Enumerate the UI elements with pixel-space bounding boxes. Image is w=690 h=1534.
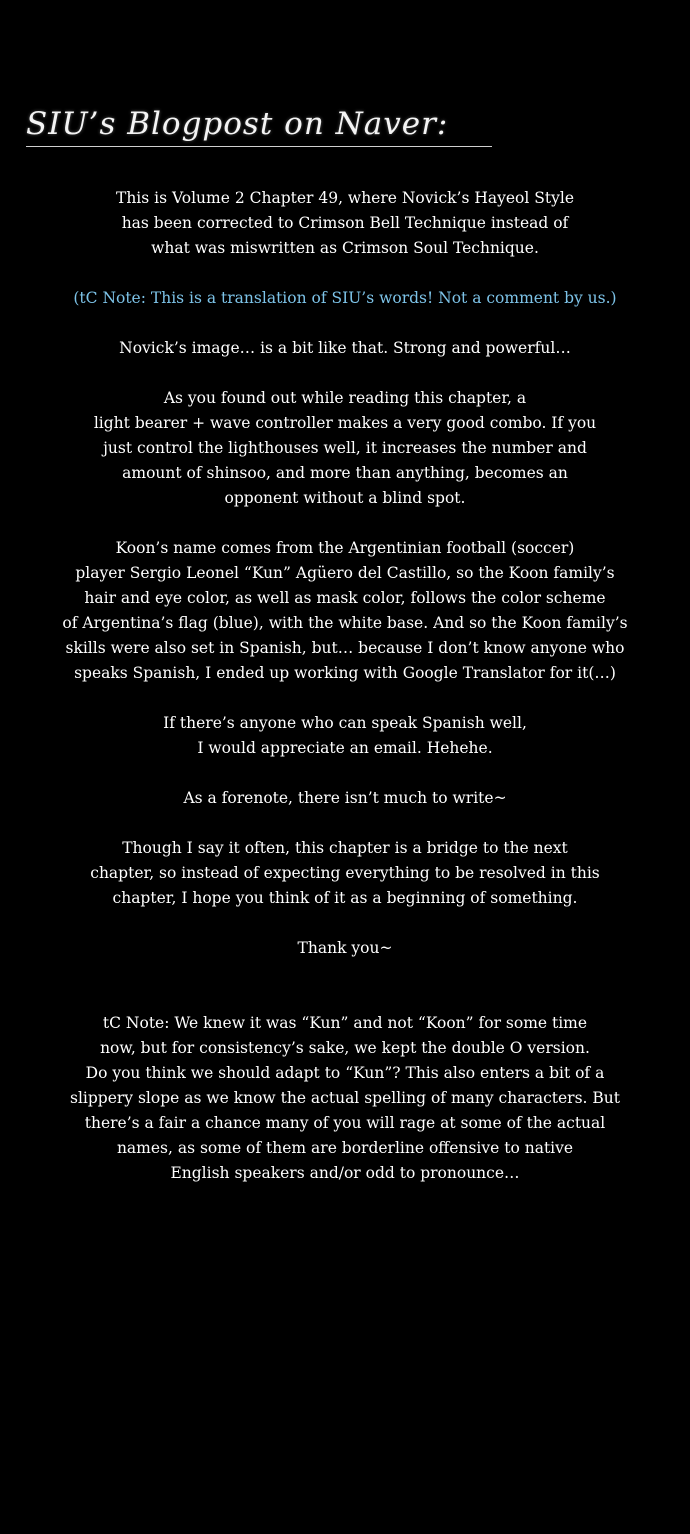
- title-underline: [26, 146, 492, 147]
- text-line: Koon’s name comes from the Argentinian football (soccer): [115, 539, 575, 557]
- paragraph-forenote: [40, 786, 650, 811]
- spacer: [40, 986, 650, 1011]
- translator-note: [40, 286, 650, 311]
- text-line: of Argentina’s flag (blue), with the white base. And so the Koon family’s: [62, 614, 628, 632]
- text-line: just control the lighthouses well, it increases the number and: [103, 439, 587, 457]
- paragraph-correction: [40, 186, 650, 261]
- text-line: English speakers and/or odd to pronounce…: [170, 1164, 520, 1182]
- text-line: chapter, I hope you think of it as a beginning of something.: [112, 889, 578, 907]
- text-line: I would appreciate an email. Hehehe.: [197, 739, 493, 757]
- text-line: now, but for consistency’s sake, we kept the double O version.: [100, 1039, 590, 1057]
- text-line: hair and eye color, as well as mask color, follows the color scheme: [84, 589, 606, 607]
- text-line: speaks Spanish, I ended up working with Google Translator for it(…): [74, 664, 616, 682]
- translator-closing-note: [40, 1011, 650, 1186]
- post-body: [40, 186, 650, 1211]
- page-title: SIU’s Blogpost on Naver:: [26, 106, 449, 142]
- text-line: Though I say it often, this chapter is a bridge to the next: [122, 839, 568, 857]
- text-line: Do you think we should adapt to “Kun”? This also enters a bit of a: [85, 1064, 605, 1082]
- paragraph-novick-image: [40, 336, 650, 361]
- paragraph-combo: [40, 386, 650, 511]
- text-line: what was miswritten as Crimson Soul Technique.: [151, 239, 539, 257]
- text-line: skills were also set in Spanish, but… because I don’t know anyone who: [65, 639, 625, 657]
- text-line: If there’s anyone who can speak Spanish well,: [163, 714, 527, 732]
- text-line: As a forenote, there isn’t much to write~: [183, 789, 507, 807]
- paragraph-spanish-request: [40, 711, 650, 761]
- text-line: chapter, so instead of expecting everything to be resolved in this: [90, 864, 600, 882]
- text-line: player Sergio Leonel “Kun” Agüero del Castillo, so the Koon family’s: [75, 564, 615, 582]
- text-line: there’s a fair a chance many of you will rage at some of the actual: [84, 1114, 606, 1132]
- paragraph-bridge: [40, 836, 650, 911]
- text-line: has been corrected to Crimson Bell Technique instead of: [121, 214, 569, 232]
- text-line: (tC Note: This is a translation of SIU’s words! Not a comment by us.): [73, 289, 617, 307]
- text-line: amount of shinsoo, and more than anything, becomes an: [122, 464, 568, 482]
- text-line: Novick’s image… is a bit like that. Strong and powerful…: [119, 339, 571, 357]
- text-line: As you found out while reading this chapter, a: [163, 389, 527, 407]
- text-line: Thank you~: [297, 939, 393, 957]
- blog-header: [26, 104, 496, 147]
- text-line: names, as some of them are borderline offensive to native: [116, 1139, 574, 1157]
- text-line: slippery slope as we know the actual spelling of many characters. But: [69, 1089, 620, 1107]
- paragraph-thanks: [40, 936, 650, 961]
- paragraph-koon-name: [40, 536, 650, 686]
- text-line: This is Volume 2 Chapter 49, where Novick’s Hayeol Style: [115, 189, 574, 207]
- text-line: tC Note: We knew it was “Kun” and not “Koon” for some time: [102, 1014, 588, 1032]
- text-line: light bearer + wave controller makes a very good combo. If you: [93, 414, 597, 432]
- text-line: opponent without a blind spot.: [224, 489, 466, 507]
